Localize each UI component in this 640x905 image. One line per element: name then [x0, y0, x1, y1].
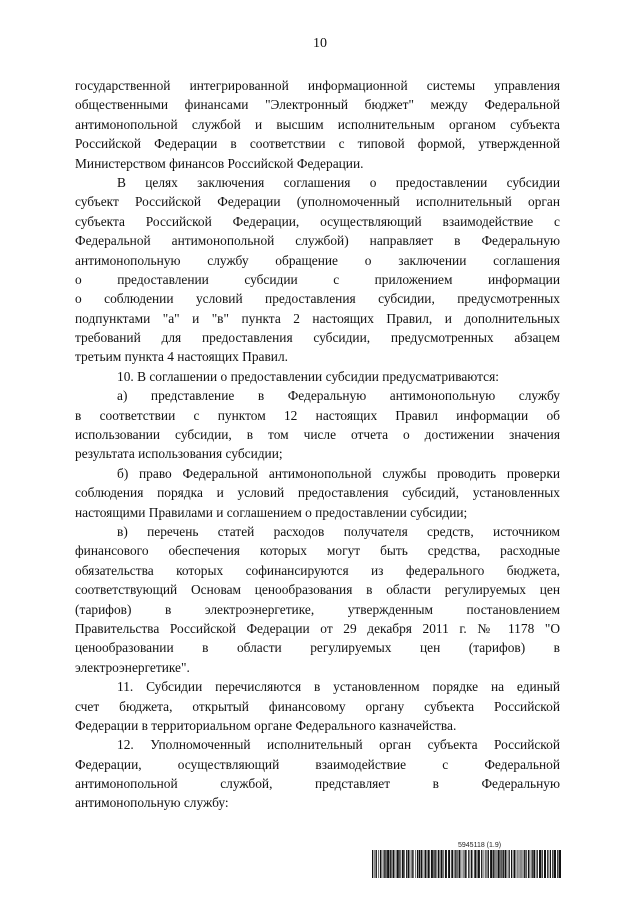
barcode-bar	[406, 850, 407, 878]
text-line: Правительства Российской Федерации от 29 декабря 2011 г. № 1178 "О	[75, 620, 560, 636]
text-line: счет бюджета, открытый финансовому органу субъекта Российской	[75, 698, 560, 714]
barcode-bar	[378, 850, 379, 878]
text-line: Федерации в территориальном органе Федерального казначейства.	[75, 717, 457, 733]
text-line: результата использования субсидии;	[75, 446, 283, 462]
barcode-bar	[402, 850, 404, 878]
barcode-bar	[417, 850, 418, 878]
barcode-bar	[505, 850, 506, 878]
barcode-bar	[532, 850, 533, 878]
barcode-bar	[525, 850, 526, 878]
text-line: финансового обеспечения которых могут быть средства, расходные	[75, 543, 560, 559]
barcode-bar	[478, 850, 480, 878]
barcode-bar	[497, 850, 498, 878]
barcode-bar	[424, 850, 425, 878]
text-line: соблюдения порядка и условий предоставления субсидий, установленных	[75, 485, 560, 501]
barcode-bar	[503, 850, 504, 878]
text-line: В целях заключения соглашения о предоставлении субсидии	[117, 174, 560, 190]
text-line: в) перечень статей расходов получателя средств, источником	[117, 523, 560, 539]
barcode-bar	[459, 850, 461, 878]
barcode-bar	[524, 850, 525, 878]
barcode-bar	[413, 850, 414, 878]
text-line: государственной интегрированной информационной системы управления	[75, 78, 560, 93]
barcode-bar	[455, 850, 456, 878]
barcode-bar	[443, 850, 444, 878]
barcode-bar	[466, 850, 467, 878]
text-line: использовании субсидии, в том числе отчета о достижении значения	[75, 427, 560, 443]
barcode-bar	[557, 850, 558, 878]
text-line: 10. В соглашении о предоставлении субсидии предусматриваются:	[117, 368, 499, 384]
text-line: обязательства которых софинансируются из федерального бюджета,	[75, 562, 560, 578]
barcode-bar	[498, 850, 500, 878]
barcode-bar	[507, 850, 508, 878]
barcode-bar	[530, 850, 531, 878]
barcode-bar	[468, 850, 469, 878]
barcode-bar	[544, 850, 546, 878]
barcode-bar	[441, 850, 443, 878]
text-line: о предоставлении субсидии с приложением информации	[75, 271, 560, 287]
barcode-bar	[500, 850, 501, 878]
barcode-bar	[433, 850, 434, 878]
barcode-bar	[539, 850, 541, 878]
barcode-bar	[376, 850, 377, 878]
barcode-bar	[408, 850, 409, 878]
text-line: (тарифов) в электроэнергетике, утвержденным постановлением	[75, 601, 560, 617]
barcode-bar	[488, 850, 489, 878]
barcode-bar	[518, 850, 519, 878]
text-line: соответствующий Основам ценообразования в области регулируемых цен	[75, 582, 560, 598]
barcode-bar	[477, 850, 478, 878]
barcode-bar	[517, 850, 518, 878]
barcode-bar	[397, 850, 399, 878]
barcode-bar	[440, 850, 441, 878]
barcode-bar	[419, 850, 420, 878]
text-line: субъекта Российской Федерации, осуществляющий взаимодействие с	[75, 213, 560, 229]
barcode-bar	[471, 850, 472, 878]
barcode-bar	[533, 850, 535, 878]
text-line: Федерации, осуществляющий взаимодействие с Федеральной	[75, 756, 560, 772]
text-line: Федеральной антимонопольной службой) направляет в Федеральную	[75, 233, 560, 249]
text-line: общественными финансами "Электронный бюджет" между Федеральной	[75, 97, 560, 113]
barcode-bar	[387, 850, 389, 878]
barcode-bar	[528, 850, 529, 878]
text-line: б) право Федеральной антимонопольной службы проводить проверки	[117, 465, 560, 481]
barcode-image	[372, 850, 562, 878]
barcode-bar	[550, 850, 551, 878]
barcode-bar	[456, 850, 457, 878]
barcode-bar	[384, 850, 385, 878]
barcode-bar	[428, 850, 430, 878]
barcode-bar	[372, 850, 373, 878]
text-line: электроэнергетике".	[75, 659, 190, 675]
barcode-bar	[493, 850, 494, 878]
barcode-bar	[552, 850, 553, 878]
barcode-bar	[522, 850, 523, 878]
barcode-bar	[427, 850, 428, 878]
barcode-bar	[462, 850, 463, 878]
barcode-bar	[412, 850, 413, 878]
barcode-bar	[435, 850, 436, 878]
barcode-bar	[445, 850, 447, 878]
barcode-bar	[481, 850, 482, 878]
text-line: антимонопольной службой и высшим исполнительным органом субъекта	[75, 116, 560, 132]
text-line: субъект Российской Федерации (уполномоченный исполнительный орган	[75, 194, 560, 210]
barcode-bar	[514, 850, 516, 878]
barcode-bar	[473, 850, 474, 878]
text-line: о соблюдении условий предоставления субсидии, предусмотренных	[75, 291, 560, 307]
barcode-bar	[399, 850, 400, 878]
page-number: 10	[313, 36, 327, 51]
barcode-bar	[415, 850, 416, 878]
barcode-bar	[385, 850, 386, 878]
document-body	[75, 76, 560, 813]
barcode-bar	[464, 850, 465, 878]
barcode-bar	[537, 850, 538, 878]
barcode-bar	[494, 850, 495, 878]
text-line: Министерством финансов Российской Федерации.	[75, 155, 364, 171]
barcode-bar	[451, 850, 453, 878]
barcode-bar	[520, 850, 521, 878]
barcode-bar	[375, 850, 376, 878]
barcode-bar	[391, 850, 392, 878]
text-line: а) представление в Федеральную антимонопольную службу	[117, 388, 560, 404]
barcode-bar	[542, 850, 543, 878]
text-line: ценообразовании в области регулируемых цен (тарифов) в	[75, 640, 560, 656]
barcode-bar	[438, 850, 439, 878]
barcode-bar	[474, 850, 476, 878]
text-line: подпунктами "а" и "в" пункта 2 настоящих Правил, и дополнительных	[75, 310, 560, 326]
barcode-bar	[501, 850, 502, 878]
barcode-bar	[554, 850, 556, 878]
barcode-bar	[382, 850, 383, 878]
barcode-bar	[484, 850, 485, 878]
barcode-bar	[547, 850, 548, 878]
text-line: настоящими Правилами и соглашением о предоставлении субсидии;	[75, 504, 468, 520]
barcode-bar	[380, 850, 381, 878]
barcode-bar	[485, 850, 486, 878]
text-line: 11. Субсидии перечисляются в установленном порядке на единый	[117, 679, 560, 695]
barcode-bar	[487, 850, 488, 878]
text-line: 12. Уполномоченный исполнительный орган субъекта Российской	[117, 737, 560, 753]
barcode-bar	[465, 850, 466, 878]
text-line: третьим пункта 4 настоящих Правил.	[75, 349, 288, 365]
document-code: 5945118 (1.9)	[458, 842, 502, 849]
barcode-bar	[421, 850, 423, 878]
barcode-bar	[390, 850, 391, 878]
barcode-bar	[393, 850, 395, 878]
text-line: требований для предоставления субсидии, предусмотренных абзацем	[75, 330, 560, 346]
barcode-bar	[496, 850, 497, 878]
barcode-bar	[425, 850, 426, 878]
text-line: Российской Федерации в соответствии с типовой формой, утвержденной	[75, 136, 560, 152]
barcode-bar	[521, 850, 522, 878]
barcode-bar	[410, 850, 411, 878]
barcode-bar	[559, 850, 561, 878]
text-line: в соответствии с пунктом 12 настоящих Правил информации об	[75, 407, 560, 423]
barcode-bar	[431, 850, 433, 878]
barcode-bar	[457, 850, 458, 878]
text-line: антимонопольную службу:	[75, 795, 229, 811]
barcode-bar	[448, 850, 450, 878]
barcode-bar	[396, 850, 397, 878]
barcode-bar	[511, 850, 512, 878]
barcode-bar	[490, 850, 492, 878]
text-line: антимонопольную службу обращение о заключении соглашения	[75, 252, 560, 268]
barcode-bar	[404, 850, 405, 878]
barcode-bar	[509, 850, 510, 878]
text-line: антимонопольной службой, представляет в Федеральную	[75, 776, 560, 792]
